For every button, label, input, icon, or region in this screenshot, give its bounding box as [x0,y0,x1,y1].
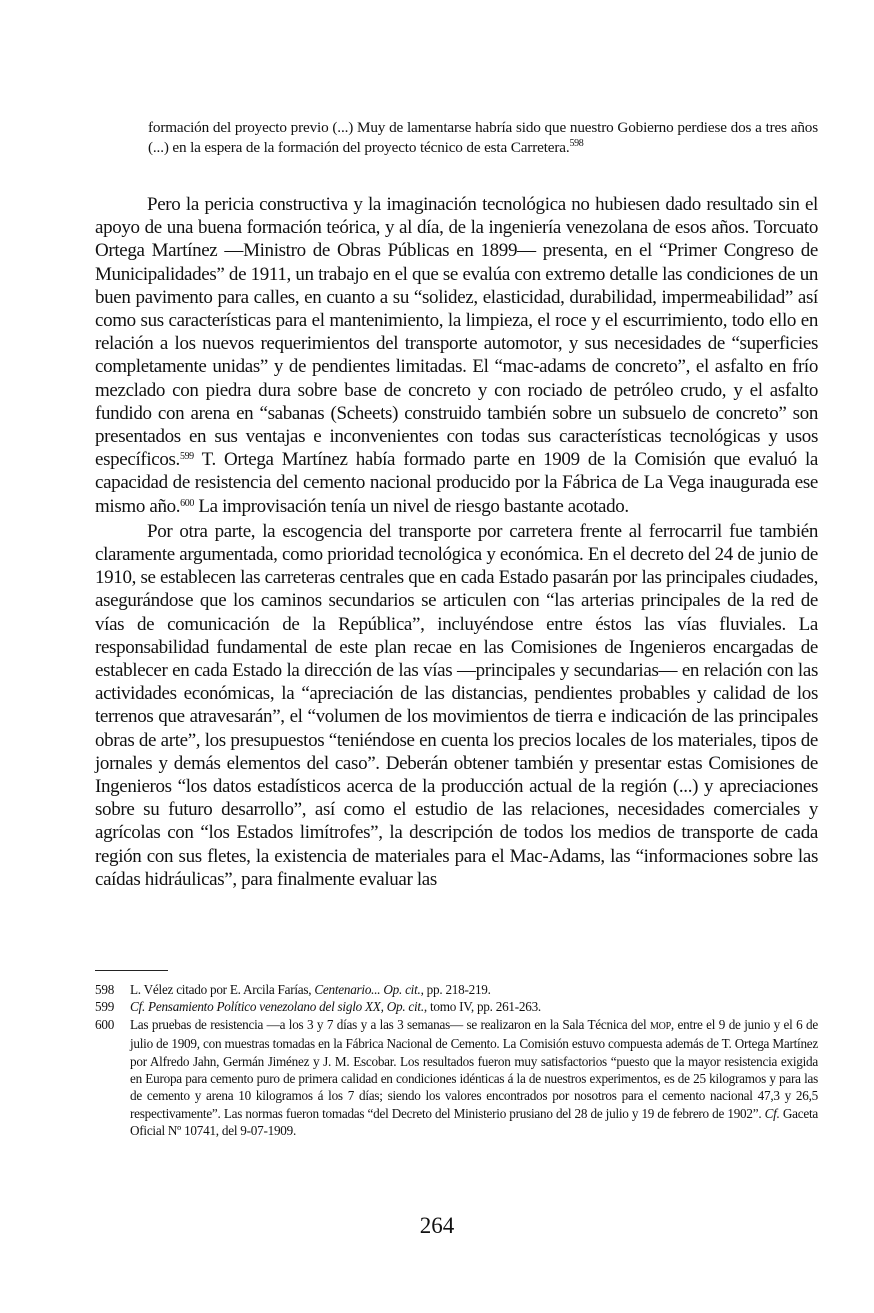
footnotes [95,981,818,1140]
footnote-600 [95,1016,818,1140]
paragraph-text: Pero la pericia constructiva y la imaginación tecnológica no hubiesen dado resultado sin el apoyo de una buena formación teórica, y al día, de la ingeniería venezolana de esos años. Torcuato Ortega Martínez —Ministro de Obras Públicas en 1899— presenta, en el “Primer Congreso de Municipalidades” de 1911, un trabajo en el que se evalúa con extremo detalle las condiciones de un buen pavimento para calles, en cuanto a su “solidez, elasticidad, durabilidad, impermeabilidad” así como sus características para el mantenimiento, la limpieza, el roce y el escurrimiento, todo ello en relación a los nuevos requerimientos del transporte automotor, y sus necesidades de “superficies completamente unidas” y de pendientes limitadas. El “mac-adams de concreto”, el asfalto en frío mezclado con piedra dura sobre base de concreto y con rociado de petróleo crudo, y el asfalto fundido con arena en “sabanas (Scheets) construido también sobre un subsuelo de concreto” son presentados en sus ventajas e inconvenientes con todas sus características tecnológicas y usos específicos. [95,194,818,471]
paragraph-text: La improvisación tenía un nivel de riesgo bastante acotado. [193,495,629,517]
paragraph-2: Por otra parte, la escogencia del transporte por carretera frente al ferrocarril fue también claramente argumentada, como prioridad tecnológica y económica. En el decreto del 24 de junio de 1910, se establecen las carreteras centrales que en cada Estado pasarán por las principales ciudades, asegurándose que los caminos secundarios se articulen con “las arterias principales de la red de vías de comunicación de la República”, incluyéndose entre éstos las vías fluviales. La responsabilidad fundamental de este plan recae en las Comisiones de Ingenieros encargadas de establecer en cada Estado la dirección de las vías —principales y secundarias— en relación con las actividades económicas, la “apreciación de las distancias, pendientes probables y calidad de los terrenos que atravesarán”, el “volumen de los movimientos de tierra e indicación de las principales obras de arte”, los presupuestos “teniéndose en cuenta los precios locales de los materiales, tipos de jornales y demás elementos del caso”. Deberán obtener también y presentar estas Comisiones de Ingenieros “los datos estadísticos acerca de la producción actual de la región (...) y apreciaciones sobre su futuro desarrollo”, así como el estudio de las relaciones, necesidades comerciales y agrícolas con “los Estados limítrofes”, la descripción de todos los medios de transporte de cada región con sus fletes, la existencia de materiales para el Mac-Adams, las “informaciones sobre las caídas hidráulicas”, para finalmente evaluar las [95,520,818,890]
footnote-ref-600[interactable]: 600 [180,497,194,509]
footnote-text: L. Vélez citado por E. Arcila Farías, Centenario... Op. cit., pp. 218-219. [130,982,491,997]
footnote-ref-599[interactable]: 599 [179,451,194,463]
page-number: 264 [419,1213,455,1238]
quote-text: formación del proyecto previo (...) Muy de lamentarse habría sido que nuestro Gobierno perdiese dos a tres años (...) en la espera de la formación del proyecto técnico de esta Carretera. [148,119,818,156]
footnote-ref-598[interactable]: 598 [569,138,584,149]
footnote-separator [95,970,168,971]
paragraph-1 [95,193,818,518]
footnote-text: Cf. Pensamiento Político venezolano del siglo XX, Op. cit., tomo IV, pp. 261-263. [130,999,541,1015]
footnote-number: 599 [95,999,115,1015]
footnote-598 [95,981,818,998]
footnote-text: Las pruebas de resistencia —a los 3 y 7 días y a las 3 semanas— se realizaron en la Sala Técnica del MOP, entre el 9 de junio y el 6 de julio de 1909, con muestras tomadas en la Fábrica Nacional de Cemento. La Comisión estuvo compuesta además de T. Ortega Martínez por Alfredo Jahn, Germán Jiménez y J. M. Escobar. Los resultados fueron muy satisfactorios “puesto que la mayor resistencia exigida en Europa para cemento puro de primera calidad en condiciones idénticas á la de nuestros experimentos, es de 25 kilogramos y para las de cemento y arena 10 kilogramos á los 7 días; siendo los valores encontrados por nosotros para el cemento nacional 47,3 y 26,5 respectivamente”. Las normas fueron tomadas “del Decreto del Ministerio prusiano del 28 de julio y 19 de febrero de 1902”. Cf. Gaceta Oficial Nº 10741, del 9-07-1909. [130,1016,819,1139]
body-text [95,193,818,891]
paragraph-text: T. Ortega Martínez había formado parte en 1909 de la Comisión que evaluó la capacidad de resistencia del cemento nacional producido por la Fábrica de La Vega inaugurada ese mismo año. [95,449,818,517]
footnote-number: 598 [95,982,115,997]
footnote-599 [95,998,818,1015]
footnote-number: 600 [95,1016,115,1032]
block-quote [148,118,818,158]
